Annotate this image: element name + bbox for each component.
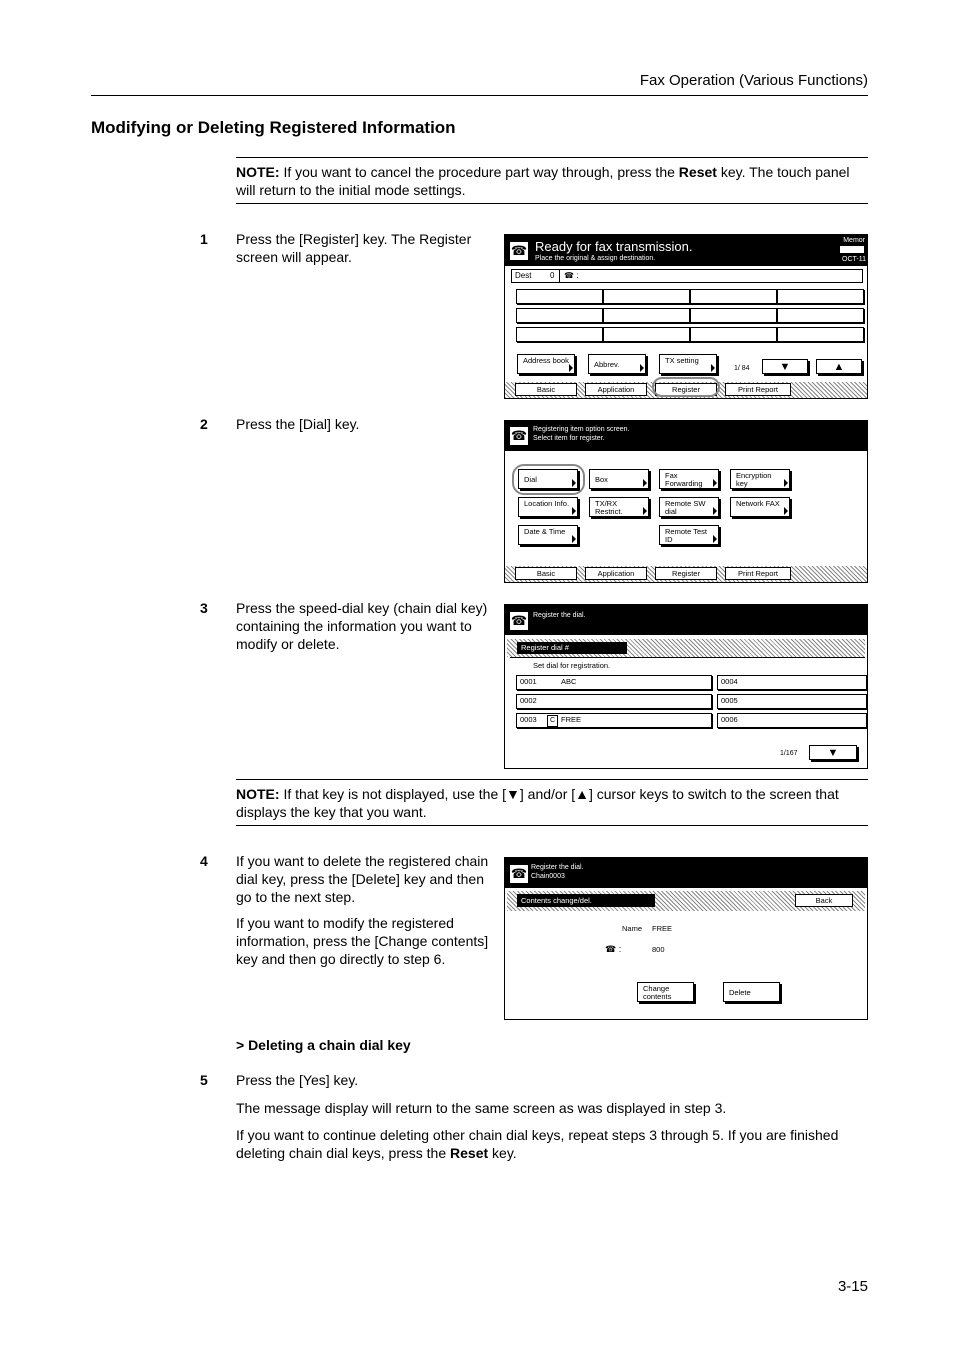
box-button[interactable]: Box — [589, 469, 649, 489]
step-1-text: Press the [Register] key. The Register screen will appear. — [236, 231, 472, 265]
subheading: > Deleting a chain dial key — [236, 1037, 411, 1053]
note-cursor-keys — [236, 779, 868, 826]
page-indicator: 1/ 84 — [734, 365, 750, 372]
step-3-text: Press the speed-dial key (chain dial key) containing the information you want to modify or delete. — [236, 600, 488, 652]
scroll-down-button[interactable]: ▼ — [762, 359, 808, 374]
dest-slot[interactable] — [690, 289, 777, 304]
change-contents-button[interactable]: Change contents — [637, 982, 694, 1002]
tab-basic[interactable]: Basic — [515, 383, 577, 396]
phone-value: 800 — [652, 945, 665, 954]
dest-slot[interactable] — [777, 308, 864, 323]
name-label: Name — [622, 924, 643, 933]
abbrev-button[interactable]: Abbrev. — [588, 354, 646, 374]
screen-register-options — [504, 420, 868, 583]
memory-label: Memor — [843, 237, 865, 244]
date-label: OCT-11 — [842, 256, 866, 263]
step-2-text: Press the [Dial] key. — [236, 416, 360, 432]
screen-status-bar — [505, 858, 867, 888]
status-line-1: Registering item option screen. — [533, 426, 630, 433]
instruction-text: Set dial for registration. — [533, 661, 611, 670]
note-text-end: key. The touch panel will return to the initial mode settings. — [236, 164, 850, 198]
dest-slot[interactable] — [690, 327, 777, 342]
dest-label: Dest — [515, 271, 532, 280]
dial-row[interactable]: 0004 — [717, 675, 867, 690]
highlight-circle — [512, 464, 585, 495]
dial-button[interactable]: Dial — [518, 469, 578, 489]
screen-status-bar — [505, 421, 867, 451]
dest-slot[interactable] — [603, 289, 690, 304]
tab-register[interactable]: Register — [655, 383, 717, 396]
fax-icon: ☎ — [509, 864, 529, 884]
chain-icon: C — [547, 715, 558, 727]
screen-ready-for-fax — [504, 234, 868, 399]
dial-row[interactable]: 0006 — [717, 713, 867, 728]
txrx-restrict-button[interactable]: TX/RX Restrict. — [589, 497, 649, 517]
dest-field[interactable] — [511, 269, 863, 283]
tx-setting-button[interactable]: TX setting — [659, 354, 717, 374]
screen-chain-contents — [504, 857, 868, 1020]
dest-slot[interactable] — [777, 289, 864, 304]
note-label: NOTE: — [236, 786, 280, 802]
step-2-number: 2 — [200, 416, 208, 432]
remote-test-id-button[interactable]: Remote Test ID — [659, 525, 719, 545]
page-indicator: 1/167 — [780, 750, 798, 757]
encryption-key-button[interactable]: Encryption key — [730, 469, 790, 489]
status-title: Ready for fax transmission. — [535, 239, 693, 254]
dest-slot[interactable] — [516, 308, 603, 323]
dest-slot[interactable] — [603, 308, 690, 323]
status-subtitle: Place the original & assign destination. — [535, 255, 656, 262]
scroll-up-button[interactable]: ▲ — [816, 359, 862, 374]
back-button[interactable]: Back — [795, 894, 853, 907]
step-4-text-a: If you want to delete the registered chain dial key, press the [Delete] key and then go to the next step. — [236, 853, 489, 905]
section-band — [507, 639, 865, 657]
phone-icon: ☎ : — [564, 271, 579, 280]
page-number: 3-15 — [837, 1278, 868, 1295]
section-label: Register dial # — [517, 642, 627, 654]
tab-bar — [505, 566, 867, 582]
dial-row[interactable]: 0005 — [717, 694, 867, 709]
note-text: If you want to cancel the procedure part way through, press the — [279, 164, 679, 180]
header-rule — [91, 95, 868, 96]
tab-application[interactable]: Application — [585, 567, 647, 580]
dest-slot[interactable] — [516, 327, 603, 342]
tab-register[interactable]: Register — [655, 567, 717, 580]
note-text: If that key is not displayed, use the [▼] and/or [▲] cursor keys to switch to the screen that displays the key that you want. — [236, 786, 839, 820]
fax-icon: ☎ — [509, 426, 529, 446]
dest-slot[interactable] — [777, 327, 864, 342]
note-bold: Reset — [678, 164, 717, 180]
memory-gauge — [840, 246, 864, 253]
status-line-2: Select item for register. — [533, 435, 605, 442]
step-5-number: 5 — [200, 1072, 208, 1088]
tab-print-report[interactable]: Print Report — [725, 383, 791, 396]
delete-button[interactable]: Delete — [723, 982, 780, 1002]
dest-count: 0 — [550, 271, 555, 280]
step-5-text-c: If you want to continue deleting other chain dial keys, repeat steps 3 through 5. If you are finished deleting chain dial keys, press the Reset key. — [236, 1127, 839, 1161]
step-5-text-b: The message display will return to the same screen as was displayed in step 3. — [236, 1100, 727, 1116]
section-band — [507, 891, 865, 911]
network-fax-button[interactable]: Network FAX — [730, 497, 790, 517]
fax-icon: ☎ — [509, 241, 529, 261]
remote-sw-dial-button[interactable]: Remote SW dial — [659, 497, 719, 517]
dest-slot[interactable] — [516, 289, 603, 304]
tab-application[interactable]: Application — [585, 383, 647, 396]
status-title: Register the dial. — [533, 612, 586, 619]
screen-register-dial — [504, 604, 868, 769]
dest-slot[interactable] — [603, 327, 690, 342]
screen-status-bar — [505, 605, 867, 635]
step-1-number: 1 — [200, 231, 208, 247]
name-value: FREE — [652, 924, 673, 933]
note-cancel — [236, 157, 868, 204]
phone-icon: ☎ : — [605, 944, 622, 954]
step-4-number: 4 — [200, 853, 208, 869]
location-info-button[interactable]: Location Info. — [518, 497, 578, 517]
screen-status-bar — [505, 235, 867, 266]
step-4-text-b: If you want to modify the registered information, press the [Change contents] key and then go directly to step 6. — [236, 915, 489, 967]
status-line-2: Chain0003 — [531, 873, 565, 880]
dest-slot[interactable] — [690, 308, 777, 323]
section-label: Contents change/del. — [517, 894, 655, 907]
tab-print-report[interactable]: Print Report — [725, 567, 791, 580]
tab-basic[interactable]: Basic — [515, 567, 577, 580]
fax-icon: ☎ — [509, 611, 529, 631]
note-label: NOTE: — [236, 164, 280, 180]
section-title: Modifying or Deleting Registered Information — [91, 118, 456, 137]
dial-row[interactable]: 0001 ABC — [516, 675, 712, 690]
fax-forwarding-button[interactable]: Fax Forwarding — [659, 469, 719, 489]
status-line-1: Register the dial. — [531, 864, 584, 871]
running-header: Fax Operation (Various Functions) — [639, 72, 868, 89]
step-5-text-a: Press the [Yes] key. — [236, 1072, 359, 1088]
address-book-button[interactable]: Address book — [517, 354, 575, 374]
scroll-down-button[interactable]: ▼ — [809, 745, 857, 760]
step-3-number: 3 — [200, 600, 208, 616]
dial-row-chain[interactable]: 0003 C FREE — [516, 713, 712, 728]
highlight-circle — [652, 377, 720, 397]
date-time-button[interactable]: Date & Time — [518, 525, 578, 545]
dial-row[interactable]: 0002 — [516, 694, 712, 709]
